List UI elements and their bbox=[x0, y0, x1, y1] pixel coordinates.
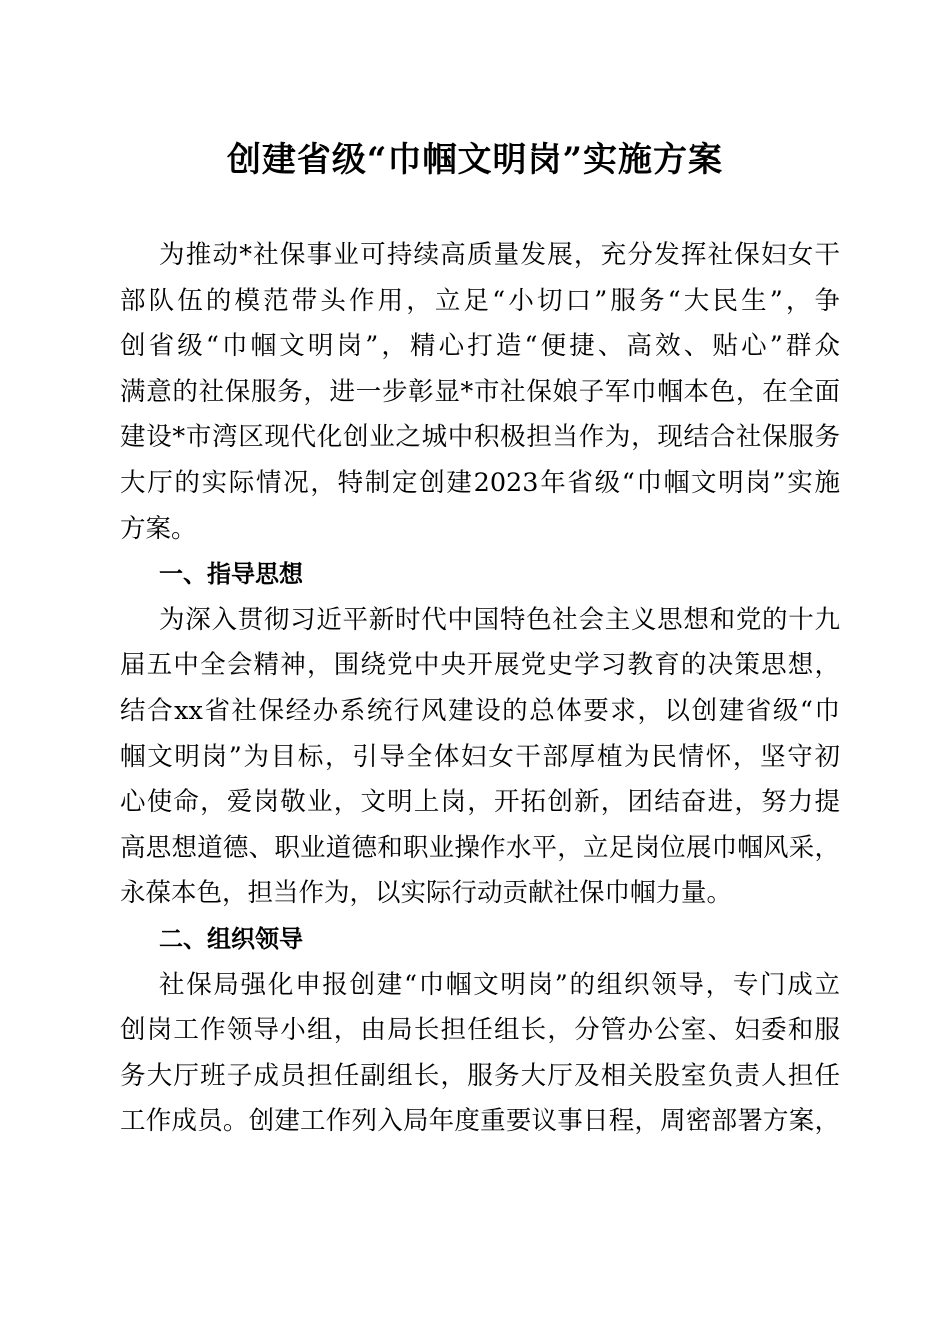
paragraph-line: 创省级“巾帼文明岗”，精心打造“便捷、高效、贴心”群众 bbox=[120, 331, 840, 362]
document-title: 创建省级“巾帼文明岗”实施方案 bbox=[226, 140, 724, 180]
paragraph-line: 为推动*社保事业可持续高质量发展，充分发挥社保妇女干 bbox=[159, 240, 840, 270]
document-body bbox=[120, 233, 840, 1145]
section-heading-guiding-ideology: 一、指导思想 bbox=[159, 560, 303, 589]
paragraph-line: 永葆本色，担当作为，以实际行动贡献社保巾帼力量。 bbox=[120, 878, 733, 909]
paragraph-line: 帼文明岗”为目标，引导全体妇女干部厚植为民情怀，坚守初 bbox=[120, 741, 840, 772]
paragraph-line: 满意的社保服务，进一步彰显*市社保娘子军巾帼本色，在全面 bbox=[120, 376, 840, 407]
paragraph-line: 结合xx省社保经办系统行风建设的总体要求，以创建省级“巾 bbox=[120, 695, 840, 726]
paragraph-line: 务大厅班子成员担任副组长，服务大厅及相关股室负责人担任 bbox=[120, 1060, 840, 1091]
paragraph-line: 部队伍的模范带头作用，立足“小切口”服务“大民生”，争 bbox=[120, 285, 840, 316]
paragraph-line: 建设*市湾区现代化创业之城中积极担当作为，现结合社保服务 bbox=[120, 422, 840, 453]
paragraph-line: 为深入贯彻习近平新时代中国特色社会主义思想和党的十九 bbox=[159, 604, 840, 635]
paragraph-line: 工作成员。创建工作列入局年度重要议事日程，周密部署方案， bbox=[120, 1106, 840, 1137]
section-heading-organization-leadership: 二、组织领导 bbox=[159, 924, 303, 953]
paragraph-line: 社保局强化申报创建“巾帼文明岗”的组织领导，专门成立 bbox=[159, 969, 840, 1000]
paragraph-line: 大厅的实际情况，特制定创建2023年省级“巾帼文明岗”实施 bbox=[120, 467, 840, 498]
paragraph-line: 创岗工作领导小组，由局长担任组长，分管办公室、妇委和服 bbox=[120, 1015, 840, 1046]
paragraph-line: 高思想道德、职业道德和职业操作水平，立足岗位展巾帼风采， bbox=[120, 832, 840, 863]
paragraph-line: 心使命，爱岗敬业，文明上岗，开拓创新，团结奋进，努力提 bbox=[120, 787, 840, 818]
paragraph-line: 届五中全会精神，围绕党中央开展党史学习教育的决策思想， bbox=[120, 650, 840, 681]
paragraph-line: 方案。 bbox=[120, 513, 197, 544]
